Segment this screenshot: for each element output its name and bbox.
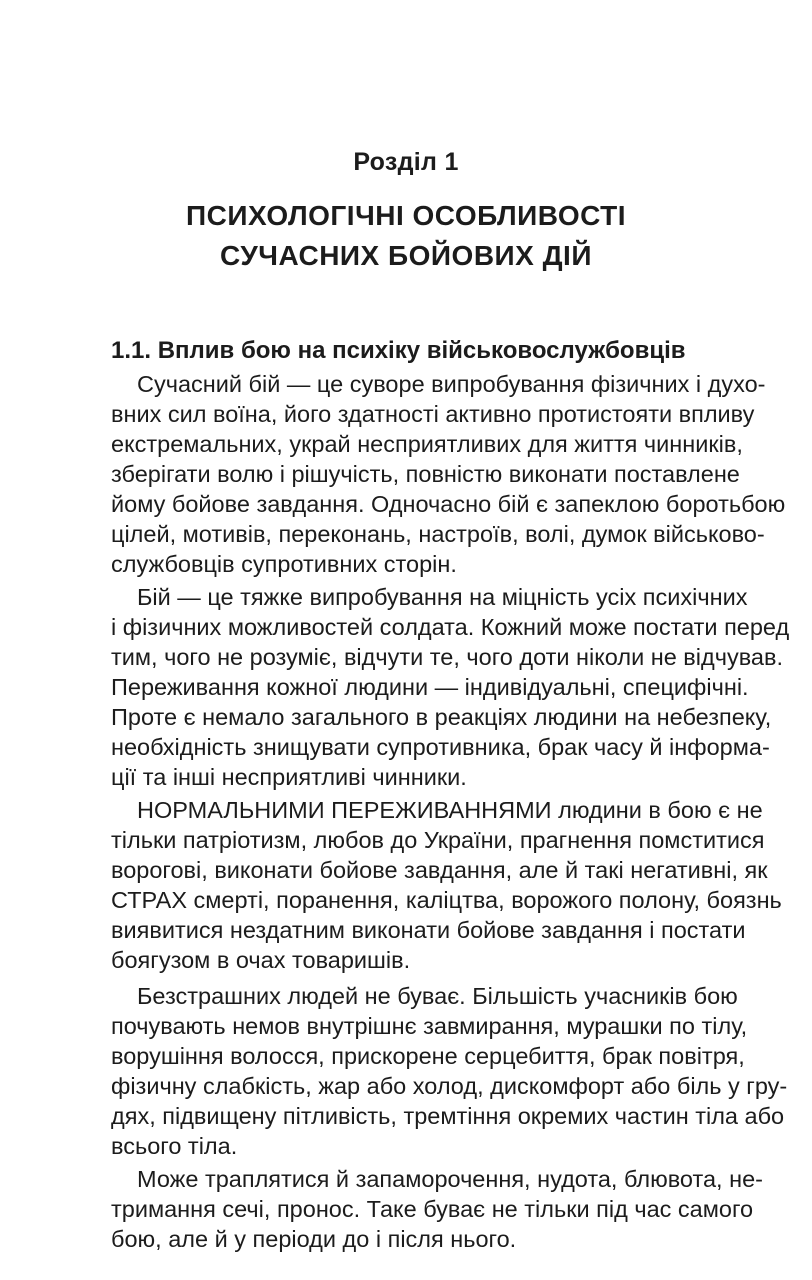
text-line: йому бойове завдання. Одночасно бій є запеклою боротьбою	[111, 491, 786, 517]
text-line: службовців супротивних сторін.	[111, 551, 457, 577]
text-line: почувають немов внутрішнє завмирання, мурашки по тілу,	[111, 1013, 748, 1039]
text-line: тільки патріотизм, любов до України, прагнення помститися	[111, 827, 765, 853]
section-heading: 1.1. Вплив бою на психіку військовослужбовців	[111, 337, 686, 364]
text-line: СТРАХ смерті, поранення, каліцтва, ворожого полону, боязнь	[111, 887, 782, 913]
text-line: ції та інші несприятливі чинники.	[111, 764, 467, 790]
text-line: фізичну слабкість, жар або холод, дискомфорт або біль у гру-	[111, 1073, 788, 1099]
text-line: тим, чого не розуміє, відчути те, чого доти ніколи не відчував.	[111, 644, 784, 670]
chapter-title-line-1: ПСИХОЛОГІЧНІ ОСОБЛИВОСТІ	[185, 200, 627, 231]
text-line: Безстрашних людей не буває. Більшість учасників бою	[137, 983, 738, 1009]
text-line: необхідність знищувати супротивника, брак часу й інформа-	[111, 734, 770, 760]
text-line: Проте є немало загального в реакціях людини на небезпеку,	[111, 704, 772, 730]
text-line: дях, підвищену пітливість, тремтіння окремих частин тіла або	[111, 1103, 785, 1129]
text-line: зберігати волю і рішучість, повністю виконати поставлене	[111, 461, 740, 487]
text-line: боягузом в очах товаришів.	[111, 947, 411, 973]
text-line: ворогові, виконати бойове завдання, але й такі негативні, як	[111, 857, 768, 883]
text-line: Може траплятися й запаморочення, нудота, блювота, не-	[137, 1166, 763, 1192]
chapter-label: Розділ 1	[353, 148, 459, 176]
text-line: Переживання кожної людини — індивідуальні, специфічні.	[111, 674, 749, 700]
text-line: тримання сечі, пронос. Таке буває не тільки під час самого	[111, 1196, 754, 1222]
text-line: НОРМАЛЬНИМИ ПЕРЕЖИВАННЯМИ людини в бою є не	[137, 797, 763, 823]
text-line: Сучасний бій — це суворе випробування фізичних і духо-	[137, 371, 766, 397]
text-line: цілей, мотивів, переконань, настроїв, волі, думок військово-	[111, 521, 765, 547]
text-line: виявитися нездатним виконати бойове завдання і постати	[111, 917, 746, 943]
text-line: екстремальних, украй несприятливих для життя чинників,	[111, 431, 743, 457]
text-line: ворушіння волосся, прискорене серцебиття, брак повітря,	[111, 1043, 745, 1069]
text-line: вних сил воїна, його здатності активно протистояти впливу	[111, 401, 755, 427]
text-line: всього тіла.	[111, 1133, 238, 1159]
text-line: Бій — це тяжке випробування на міцність усіх психічних	[137, 584, 748, 610]
chapter-title-line-2: СУЧАСНИХ БОЙОВИХ ДІЙ	[220, 240, 592, 271]
text-line: і фізичних можливостей солдата. Кожний може постати перед	[111, 614, 790, 640]
text-line: бою, але й у періоди до і після нього.	[111, 1226, 517, 1252]
